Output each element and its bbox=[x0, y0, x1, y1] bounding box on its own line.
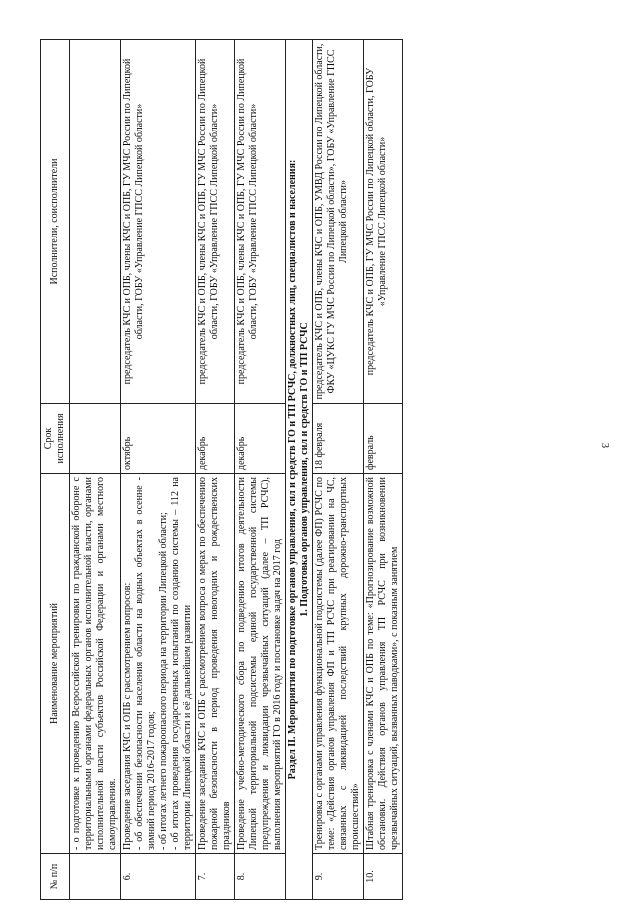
cell-num: 6. bbox=[121, 854, 196, 900]
document-sheet bbox=[40, 40, 570, 900]
cell-deadline: 18 февраля bbox=[313, 404, 364, 474]
table-body-1 bbox=[70, 40, 286, 900]
section-header bbox=[286, 40, 313, 900]
subsection-title: 1. Подготовка органов управления, сил и средств ГО и ТП РСЧС bbox=[299, 322, 310, 617]
cell-name bbox=[313, 474, 364, 854]
cell-name bbox=[70, 474, 121, 854]
cell-name bbox=[235, 474, 286, 854]
cell-name-line: Проведение заседания КЧС и ОПБ с рассмотрением вопросов: bbox=[122, 582, 133, 850]
table-row bbox=[70, 40, 121, 900]
cell-deadline: декабрь bbox=[196, 404, 235, 474]
cell-name-line: Тренировка с органами управления функциональной подсистемы (далее ФП) РСЧС по теме: «Действия органов управления ФП и ТП РСЧС при реагировании на ЧС, связанных с ликвидацией последствий крупных дорожно-транспортных происшествий» bbox=[314, 477, 361, 850]
cell-name-line: - об обеспечении безопасности населения области на водных объектах в осенне - зимний период 2016-2017 годов; bbox=[134, 477, 157, 850]
cell-num: 7. bbox=[196, 854, 235, 900]
header-name: Наименование мероприятий bbox=[41, 474, 70, 854]
cell-num: 9. bbox=[313, 854, 364, 900]
header-num: № п/п bbox=[41, 854, 70, 900]
page-number: 3 bbox=[599, 443, 610, 448]
cell-name-line: Штабная тренировка с членами КЧС и ОПБ по теме: «Прогнозирование возможной обстановки. Действия органов управления ТП РСЧС при возникновении чрезвычайных ситуаций, вызванных паводками», с показным занятием bbox=[365, 477, 400, 850]
table-row bbox=[364, 40, 403, 900]
cell-name-line: - о подготовке к проведению Всероссийской тренировки по гражданской обороне с территориальными органами федеральных органов исполнительной власти, органами исполнительной власти субъектов Российской Федерации и органами местного самоуправления. bbox=[71, 477, 118, 850]
header-deadline: Срок исполнения bbox=[41, 404, 70, 474]
table-row bbox=[196, 40, 235, 900]
cell-name-line: - об итогах проведения государственных испытаний по созданию системы – 112 на территории Липецкой области и её дальнейшем развитии bbox=[170, 477, 193, 850]
section-row bbox=[286, 40, 313, 900]
cell-deadline: декабрь bbox=[235, 404, 286, 474]
cell-name-line: Проведение учебно-методического сбора по подведению итогов деятельности Липецкой территориальной подсистемы единой государственной системы предупреждения и ликвидации чрезвычайных ситуаций (далее – ТП РСЧС), выполнения мероприятий ГО в 2016 году и постановке задач на 2017 год bbox=[236, 477, 283, 850]
cell-executors bbox=[70, 40, 121, 404]
cell-name-line: Проведение заседания КЧС и ОПБ с рассмотрением вопроса о мерах по обеспечению пожарной безопасности в период проведения новогодних и рождественских праздников bbox=[197, 477, 232, 850]
table-row bbox=[121, 40, 196, 900]
section-title: Раздел II. Мероприятия по подготовке органов управления, сил и средств ГО и ТП РСЧС, должностных лиц, специалистов и населения: bbox=[287, 159, 298, 780]
cell-executors: председатель КЧС и ОПБ, ГУ МЧС России по Липецкой области, ГОБУ «Управление ГПСС Липецкой области» bbox=[364, 40, 403, 404]
table-header-row bbox=[41, 40, 70, 900]
cell-deadline bbox=[70, 404, 121, 474]
cell-name-line: - об итогах летнего пожароопасного периода на территории Липецкой области; bbox=[158, 512, 169, 850]
cell-deadline: октябрь bbox=[121, 404, 196, 474]
cell-executors: председатель КЧС и ОПБ, члены КЧС и ОПБ, ГУ МЧС России по Липецкой области, ГОБУ «Управление ГПСС Липецкой области» bbox=[235, 40, 286, 404]
cell-executors: председатель КЧС и ОПБ, члены КЧС и ОПБ, ГУ МЧС России по Липецкой области, ГОБУ «Управление ГПСС Липецкой области» bbox=[121, 40, 196, 404]
cell-executors: председатель КЧС и ОПБ, члены КЧС и ОПБ, ГУ МЧС России по Липецкой области, ГОБУ «Управление ГПСС Липецкой области» bbox=[196, 40, 235, 404]
header-executors: Исполнители, соисполнители bbox=[41, 40, 70, 404]
cell-name bbox=[121, 474, 196, 854]
cell-deadline: февраль bbox=[364, 404, 403, 474]
cell-name bbox=[364, 474, 403, 854]
table-body-2 bbox=[313, 40, 403, 900]
cell-num: 10. bbox=[364, 854, 403, 900]
cell-executors: председатель КЧС и ОПБ, члены КЧС и ОПБ, УМВД России по Липецкой области, ФКУ «ЦУКС ГУ МЧС России по Липецкой области», ГОБУ «Управление ГПСС Липецкой области» bbox=[313, 40, 364, 404]
cell-name bbox=[196, 474, 235, 854]
cell-num bbox=[70, 854, 121, 900]
rotated-landscape-page bbox=[40, 40, 570, 900]
table-row bbox=[313, 40, 364, 900]
table-row bbox=[235, 40, 286, 900]
section-cell bbox=[286, 40, 313, 900]
events-table bbox=[40, 39, 403, 900]
cell-num: 8. bbox=[235, 854, 286, 900]
